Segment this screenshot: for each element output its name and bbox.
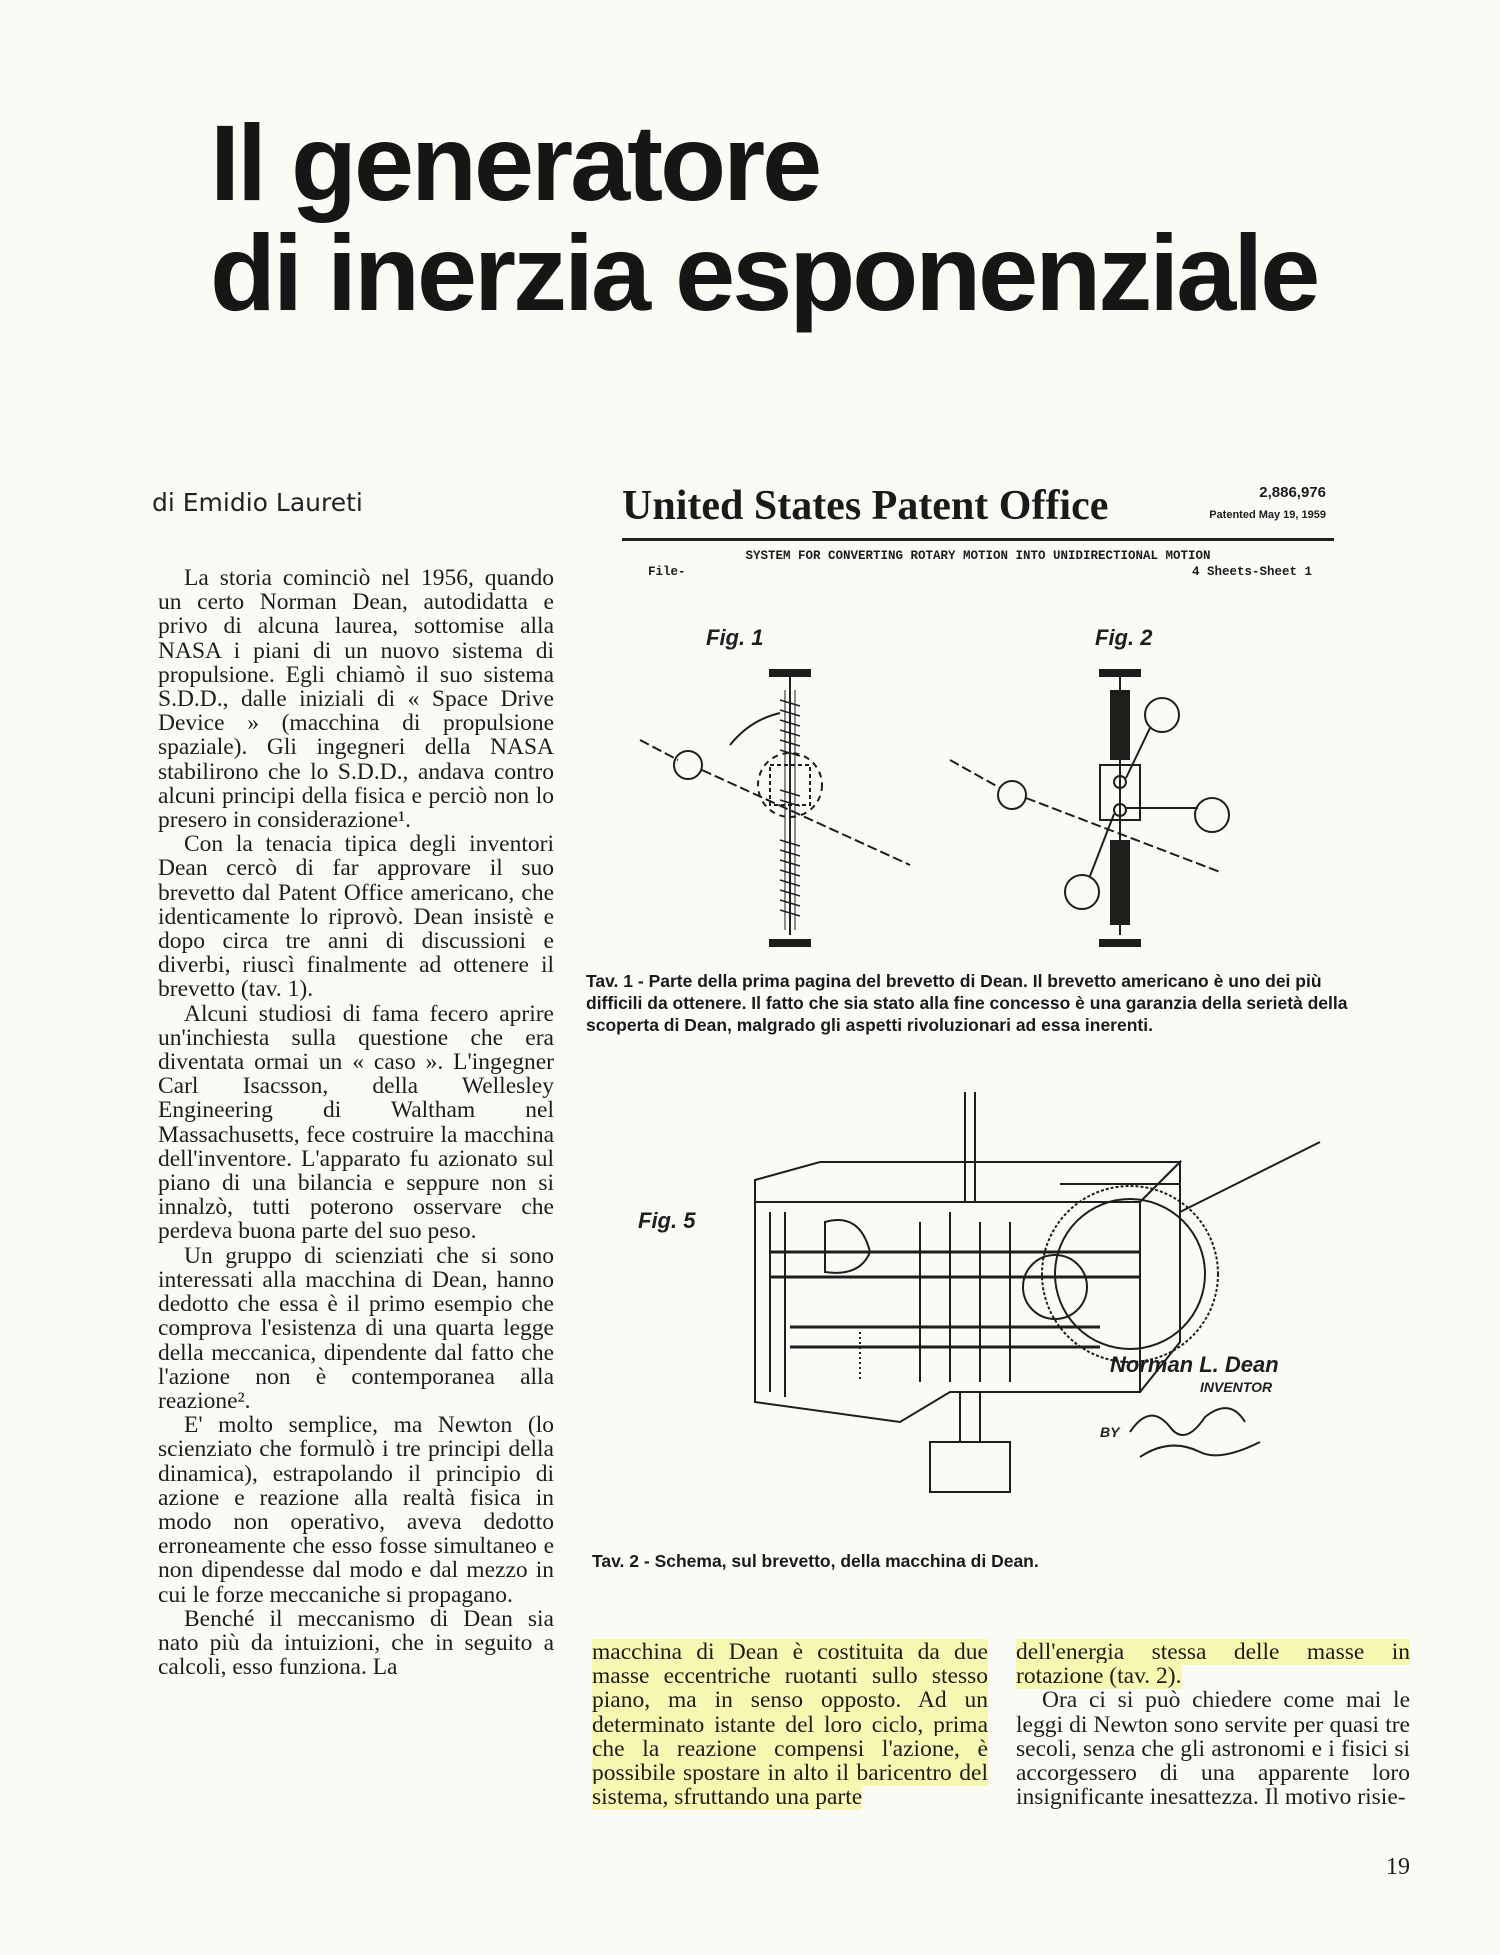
fig-1-label: Fig. 1: [706, 625, 764, 650]
paragraph: Alcuni studiosi di fama fecero aprire un'inchiesta sulla questione che era diventata ormai un « caso ». L'ingegner Carl Isacsson, della Wellesley Engineering di Waltham nel Massachusetts, fece costruire la macchina dell'inventore. L'apparato fu azionato sul piano di una bilancia e seppure non si innalzò, tutti poterono osservare che perdeva buona parte del suo peso.: [158, 1000, 554, 1245]
patent-rule: [622, 538, 1334, 541]
page-number: 19: [1386, 1854, 1410, 1880]
highlighted-text: macchina di Dean è costituita da due masse eccentriche ruotanti sullo stesso piano, ma in senso opposto. Ad un determinato istante del loro ciclo, prima che la reazione compensi l'azione, è possibile spostare in alto il baricentro del sistema, sfruttando una parte: [592, 1639, 988, 1811]
title-line-2: di inerzia esponenziale: [210, 212, 1318, 333]
column-1: [158, 566, 554, 1679]
column-3: [1016, 1640, 1410, 1809]
patent-sheets: 4 Sheets-Sheet 1: [1191, 565, 1312, 579]
byline: di Emidio Laureti: [152, 488, 363, 517]
patent-system-line: SYSTEM FOR CONVERTING ROTARY MOTION INTO UNIDIRECTIONAL MOTION: [745, 549, 1211, 563]
inventor-label: INVENTOR: [1200, 1379, 1273, 1395]
caption-tav-2: Tav. 2 - Schema, sul brevetto, della macchina di Dean.: [592, 1551, 1039, 1571]
paragraph: Un gruppo di scienziati che si sono interessati alla macchina di Dean, hanno dedotto che essa è il primo esempio che comprova l'esistenza di una quarta legge della meccanica, dipendente dal fatto che l'azione non è contemporanea alla reazione².: [158, 1242, 554, 1414]
patent-figure-5: [620, 1092, 1340, 1512]
paragraph: E' molto semplice, ma Newton (lo scienziato che formulò i tre principi della dinamica), estrapolando il principio di azione e reazione alla realtà fisica in modo non operativo, aveva dedotto erroneamente che esso fosse simultaneo e non dipendesse dal modo e dal mezzo in cui le forze meccaniche si propagano.: [158, 1412, 554, 1608]
attorney-signature: [1130, 1408, 1260, 1457]
paragraph: Benché il meccanismo di Dean sia nato più da intuizioni, che in seguito a calcoli, esso funziona. La: [158, 1605, 554, 1681]
by-label: BY: [1100, 1424, 1120, 1440]
patent-filed: File-: [648, 565, 686, 579]
paragraph: La storia cominciò nel 1956, quando un certo Norman Dean, autodidatta e privo di alcuna laurea, sottomise alla NASA i piani di un nuovo sistema di propulsione. Egli chiamò il suo sistema S.D.D., dalle iniziali di « Space Drive Device » (macchina di propulsione spaziale). Gli ingegneri della NASA stabilirono che lo S.D.D., andava contro alcuni principi della fisica e perciò non lo presero in considerazione¹.: [158, 565, 554, 834]
inventor-name: Norman L. Dean: [1110, 1352, 1279, 1377]
title-line-1: Il generatore: [210, 102, 820, 223]
patent-figures-1-2: [620, 610, 1340, 950]
article-title: [210, 102, 1318, 333]
patent-header: [622, 482, 1334, 583]
patent-number: 2,886,976 Patented May 19, 1959: [1209, 484, 1326, 521]
paragraph: Ora ci si può chiedere come mai le leggi di Newton sono servite per quasi tre secoli, senza che gli astronomi e i fisici si accorgessero di una apparente loro insignificante inesattezza. Il motivo risie-: [1016, 1687, 1410, 1811]
fig-5-label: Fig. 5: [638, 1208, 696, 1233]
patent-office-title: United States Patent Office: [622, 483, 1109, 529]
column-2: [592, 1640, 988, 1809]
highlighted-text: dell'energia stessa delle masse in rotazione (tav. 2).: [1016, 1639, 1410, 1690]
caption-tav-1: Tav. 1 - Parte della prima pagina del brevetto di Dean. Il brevetto americano è uno dei più difficili da ottenere. Il fatto che sia stato alla fine concesso è una garanzia della serietà della scoperta di Dean, malgrado gli aspetti rivoluzionari ad essa inerenti.: [586, 971, 1348, 1035]
paragraph: Con la tenacia tipica degli inventori Dean cercò di far approvare il suo brevetto dal Patent Office americano, che identicamente lo riprovò. Dean insistè e dopo circa tre anni di discussioni e diverbi, riuscì finalmente ad ottenere il brevetto (tav. 1).: [158, 831, 554, 1003]
fig-2-label: Fig. 2: [1095, 625, 1153, 650]
